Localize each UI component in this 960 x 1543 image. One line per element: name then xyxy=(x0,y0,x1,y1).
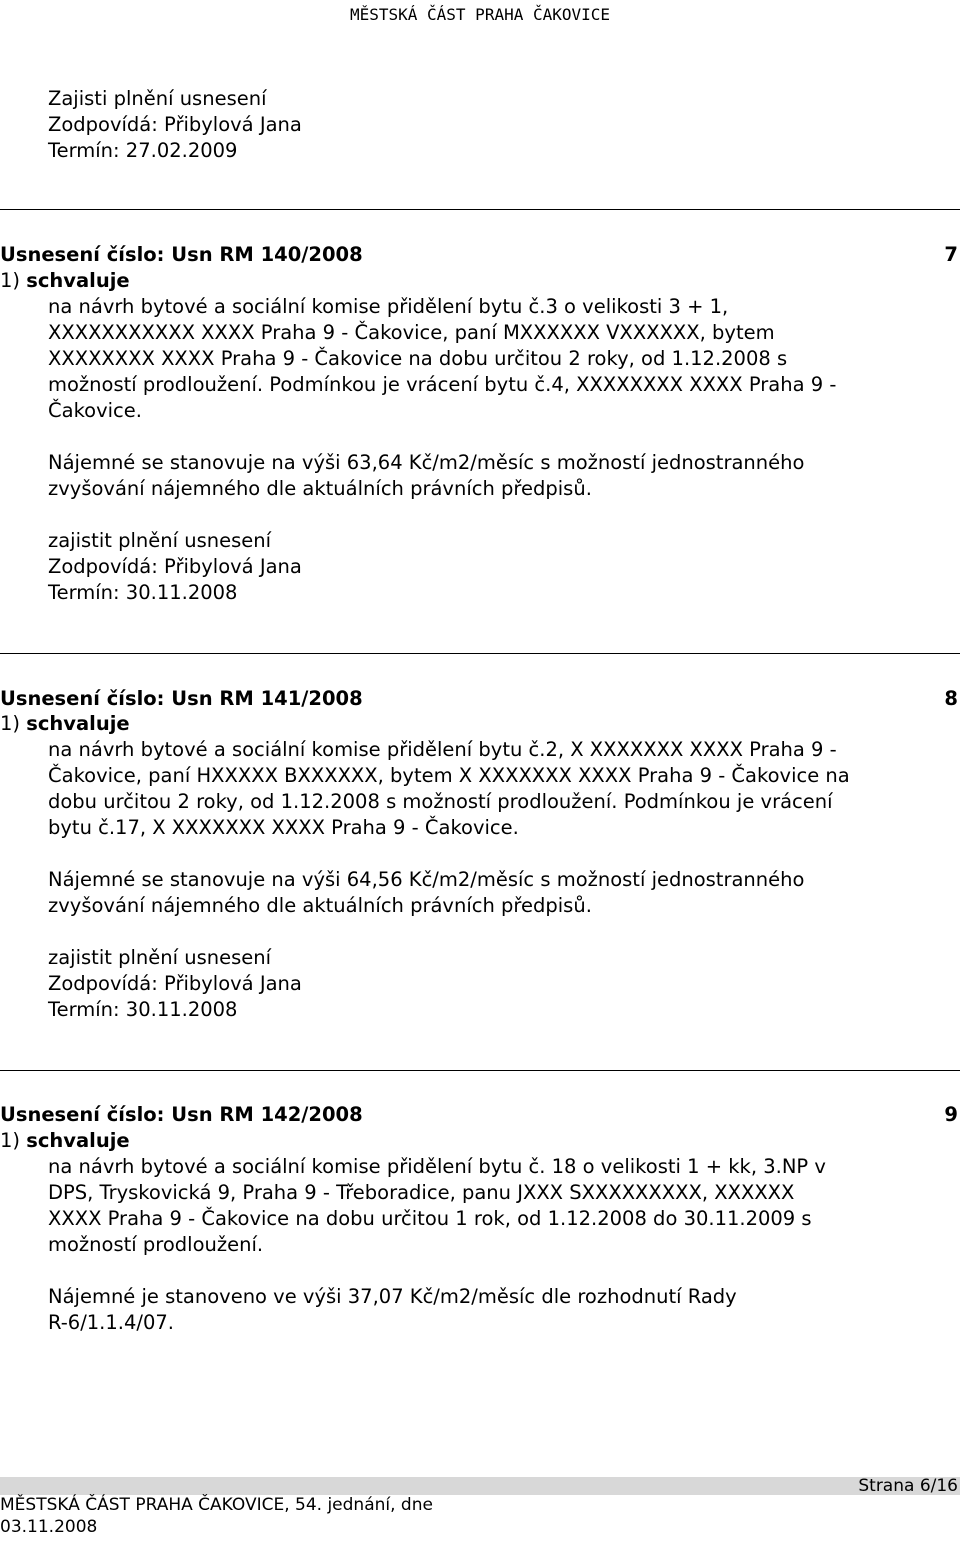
resolution-number: Usnesení číslo: Usn RM 140/2008 xyxy=(0,243,363,266)
body-line: Čakovice. xyxy=(48,399,142,422)
footer-band xyxy=(0,1477,960,1495)
resolution-index: 7 xyxy=(944,243,958,266)
footer-meeting-info xyxy=(0,1494,433,1538)
footer-date: 03.11.2008 xyxy=(0,1517,98,1537)
top-task-block xyxy=(48,86,302,164)
body-line: XXXX Praha 9 - Čakovice na dobu určitou 1 rok, od 1.12.2008 do 30.11.2009 s xyxy=(48,1207,812,1230)
divider xyxy=(0,209,960,210)
item-marker: 1) xyxy=(0,1129,21,1152)
rent-paragraph xyxy=(48,450,960,502)
approval-line xyxy=(0,711,130,737)
rent-line: Nájemné se stanovuje na výši 63,64 Kč/m2/měsíc s možností jednostranného xyxy=(48,451,805,474)
divider xyxy=(0,1070,960,1071)
body-line: XXXXXXXX XXXX Praha 9 - Čakovice na dobu určitou 2 roky, od 1.12.2008 s xyxy=(48,347,788,370)
task-text: zajistit plnění usnesení xyxy=(48,946,272,969)
body-line: dobu určitou 2 roky, od 1.12.2008 s možností prodloužení. Podmínkou je vrácení xyxy=(48,790,833,813)
body-line: na návrh bytové a sociální komise přidělení bytu č.2, X XXXXXXX XXXX Praha 9 - xyxy=(48,738,837,761)
deadline-text: Termín: 27.02.2009 xyxy=(48,139,238,162)
responsible-text: Zodpovídá: Přibylová Jana xyxy=(48,555,302,578)
body-line: na návrh bytové a sociální komise přidělení bytu č.3 o velikosti 3 + 1, xyxy=(48,295,729,318)
item-marker: 1) xyxy=(0,269,21,292)
item-marker: 1) xyxy=(0,712,21,735)
rent-line: zvyšování nájemného dle aktuálních právních předpisů. xyxy=(48,894,592,917)
body-line: bytu č.17, X XXXXXXX XXXX Praha 9 - Čakovice. xyxy=(48,816,519,839)
resolution-body xyxy=(48,294,960,424)
body-line: na návrh bytové a sociální komise přidělení bytu č. 18 o velikosti 1 + kk, 3.NP v xyxy=(48,1155,826,1178)
resolution-body xyxy=(48,737,960,841)
approval-verb: schvaluje xyxy=(26,1129,130,1152)
body-line: DPS, Tryskovická 9, Praha 9 - Třeboradice, panu JXXX SXXXXXXXXX, XXXXXX xyxy=(48,1181,795,1204)
task-text: Zajisti plnění usnesení xyxy=(48,87,267,110)
rent-line: R-6/1.1.4/07. xyxy=(48,1311,174,1334)
approval-verb: schvaluje xyxy=(26,269,130,292)
body-line: Čakovice, paní HXXXXX BXXXXXX, bytem X XXXXXXX XXXX Praha 9 - Čakovice na xyxy=(48,764,850,787)
deadline-text: Termín: 30.11.2008 xyxy=(48,998,238,1021)
resolution-number: Usnesení číslo: Usn RM 141/2008 xyxy=(0,687,363,710)
header-title: MĚSTSKÁ ČÁST PRAHA ČAKOVICE xyxy=(349,5,611,24)
resolution-number: Usnesení číslo: Usn RM 142/2008 xyxy=(0,1103,363,1126)
approval-line xyxy=(0,1128,130,1154)
approval-verb: schvaluje xyxy=(26,712,130,735)
divider xyxy=(0,653,960,654)
body-line: možností prodloužení. xyxy=(48,1233,264,1256)
rent-paragraph xyxy=(48,1284,960,1336)
approval-line xyxy=(0,268,130,294)
task-assignment xyxy=(48,945,960,1023)
rent-line: Nájemné se stanovuje na výši 64,56 Kč/m2/měsíc s možností jednostranného xyxy=(48,868,805,891)
rent-line: zvyšování nájemného dle aktuálních právních předpisů. xyxy=(48,477,592,500)
page-number: Strana 6/16 xyxy=(858,1476,958,1496)
task-text: zajistit plnění usnesení xyxy=(48,529,272,552)
rent-paragraph xyxy=(48,867,960,919)
task-assignment xyxy=(48,528,960,606)
body-line: XXXXXXXXXXX XXXX Praha 9 - Čakovice, paní MXXXXXX VXXXXXX, bytem xyxy=(48,321,775,344)
footer-line: MĚSTSKÁ ČÁST PRAHA ČAKOVICE, 54. jednání, dne xyxy=(0,1495,433,1515)
resolution-index: 8 xyxy=(944,687,958,710)
responsible-text: Zodpovídá: Přibylová Jana xyxy=(48,113,302,136)
rent-line: Nájemné je stanoveno ve výši 37,07 Kč/m2/měsíc dle rozhodnutí Rady xyxy=(48,1285,737,1308)
responsible-text: Zodpovídá: Přibylová Jana xyxy=(48,972,302,995)
body-line: možností prodloužení. Podmínkou je vrácení bytu č.4, XXXXXXXX XXXX Praha 9 - xyxy=(48,373,837,396)
deadline-text: Termín: 30.11.2008 xyxy=(48,581,238,604)
resolution-index: 9 xyxy=(944,1103,958,1126)
resolution-body xyxy=(48,1154,960,1258)
